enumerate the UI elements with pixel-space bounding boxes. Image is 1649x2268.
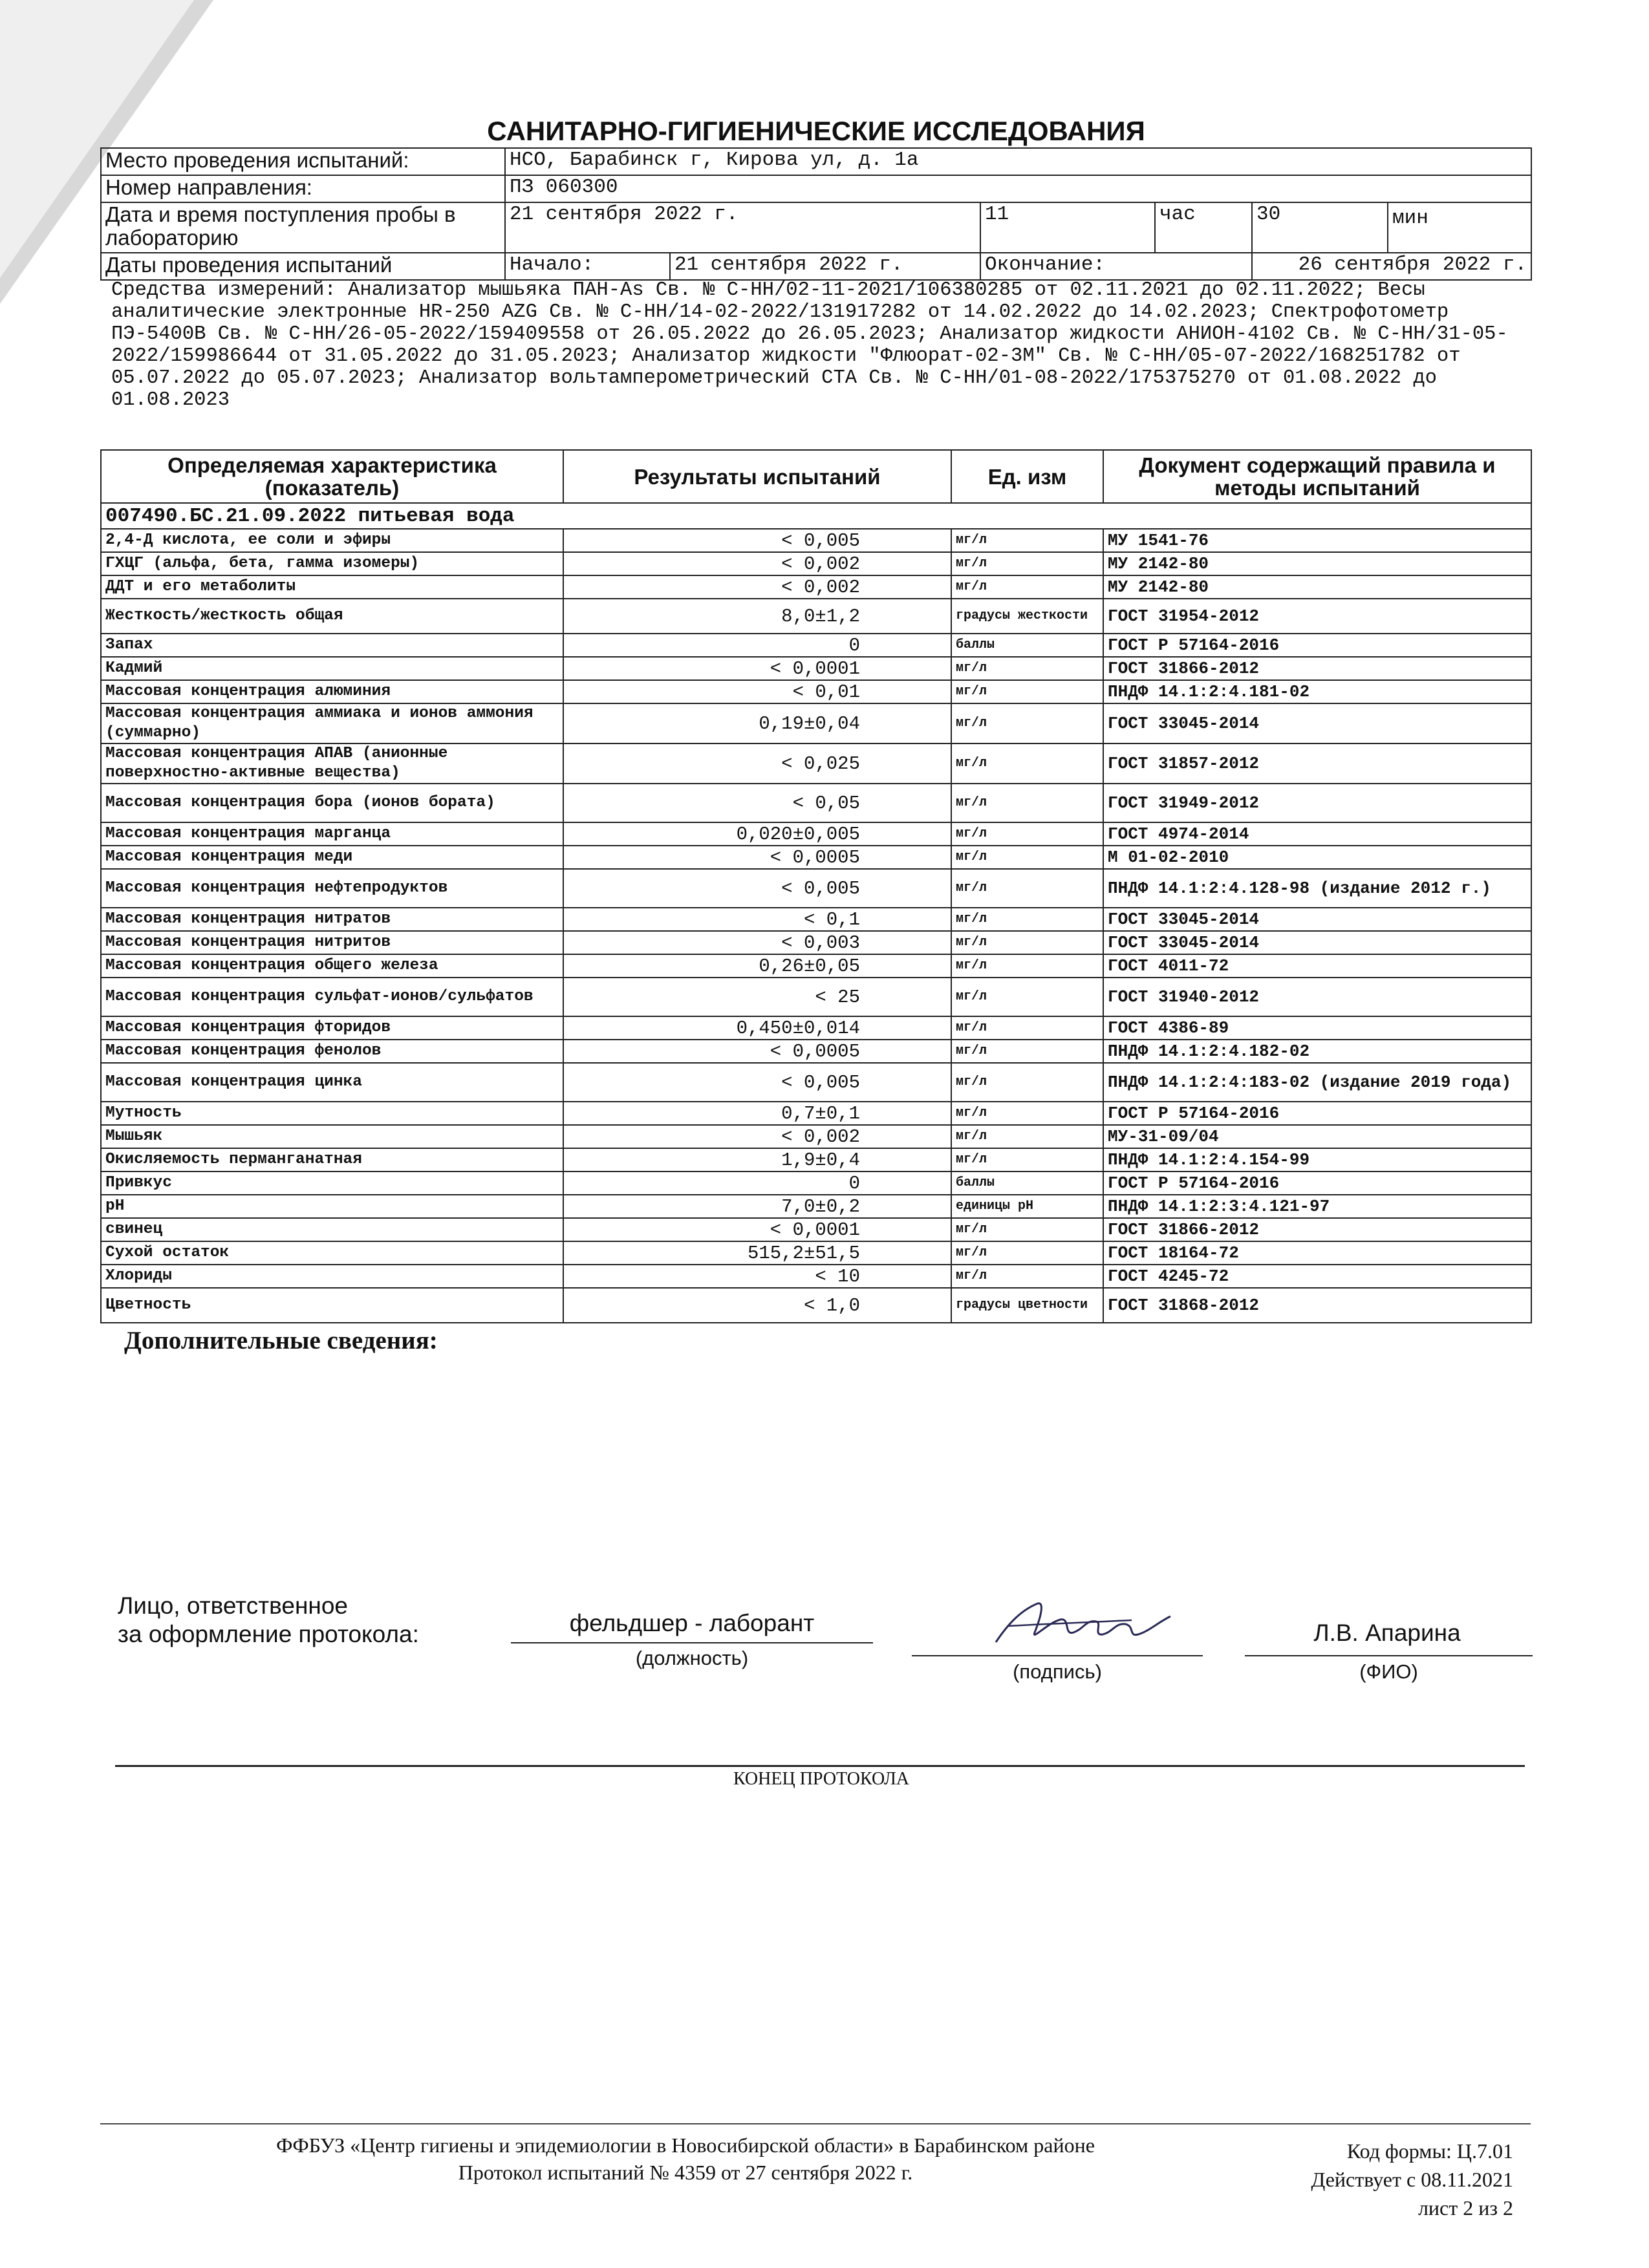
table-row <box>101 846 1531 869</box>
indicator-cell: Массовая концентрация нефтепродуктов <box>101 869 563 908</box>
col-header-document: Документ содержащий правила и методы испытаний <box>1103 450 1531 503</box>
instruments-text: Средства измерений: Анализатор мышьяка ПАН-As Св. № С-НН/02-11-2021/106380285 от 02.11.2021 до 02.11.2022; Весы аналитические электронные HR-250 AZG Св. № С-НН/14-02-2022/131917282 от 14.02.2022 до 14.02.2023; Спектрофотометр ПЭ-5400В Св. № С-НН/26-05-2022/159409558 от 26.05.2022 до 26.05.2023; Анализатор жидкости АНИОН-4102 Св. № С-НН/31-05-2022/159986644 от 31.05.2022 до 31.05.2023; Анализатор жидкости "Флюорат-02-3М" Св. № С-НН/05-07-2022/168251782 от 05.07.2022 до 05.07.2023; Анализатор вольтамперометрический СТА Св. № С-НН/01-08-2022/175375270 от 01.08.2022 до 01.08.2023 <box>111 279 1508 411</box>
result-cell: < 0,003 <box>563 931 951 954</box>
responsible-line2: за оформление протокола: <box>118 1621 419 1647</box>
start-date: 21 сентября 2022 г. <box>670 253 980 280</box>
result-cell: < 0,025 <box>563 744 951 784</box>
unit-cell: мг/л <box>951 575 1103 599</box>
result-cell: < 0,0005 <box>563 846 951 869</box>
indicator-cell: Массовая концентрация нитратов <box>101 908 563 931</box>
result-cell: < 0,0001 <box>563 1218 951 1241</box>
additional-info-label: Дополнительные сведения: <box>124 1327 438 1354</box>
unit-cell: мг/л <box>951 908 1103 931</box>
indicator-cell: Массовая концентрация цинка <box>101 1063 563 1102</box>
table-row <box>101 822 1531 846</box>
arrival-date: 21 сентября 2022 г. <box>505 202 980 253</box>
table-row <box>101 1102 1531 1125</box>
document-cell: ГОСТ 31866-2012 <box>1103 1218 1531 1241</box>
result-cell: 8,0±1,2 <box>563 599 951 634</box>
name-value: Л.В. Апарина <box>1313 1620 1461 1646</box>
indicator-cell: Массовая концентрация общего железа <box>101 954 563 978</box>
name-line <box>1245 1655 1533 1656</box>
indicator-cell: pH <box>101 1195 563 1218</box>
direction-value: ПЗ 060300 <box>505 175 1531 202</box>
document-cell: ПНДФ 14.1:2:4.181-02 <box>1103 680 1531 703</box>
table-row <box>101 1288 1531 1323</box>
footer-form-info <box>1209 2137 1513 2222</box>
document-cell: ГОСТ 31940-2012 <box>1103 978 1531 1016</box>
result-cell: < 0,002 <box>563 1125 951 1148</box>
result-cell: < 0,01 <box>563 680 951 703</box>
document-cell: ГОСТ 31866-2012 <box>1103 657 1531 680</box>
indicator-cell: Привкус <box>101 1171 563 1195</box>
document-cell: ГОСТ 31857-2012 <box>1103 744 1531 784</box>
document-cell: ГОСТ 31949-2012 <box>1103 784 1531 822</box>
indicator-cell: Мышьяк <box>101 1125 563 1148</box>
position-value: фельдшер - лаборант <box>569 1610 815 1636</box>
indicator-cell: Окисляемость перманганатная <box>101 1148 563 1171</box>
unit-cell: градусы жесткости <box>951 599 1103 634</box>
result-cell: < 0,05 <box>563 784 951 822</box>
end-label: Окончание: <box>980 253 1252 280</box>
document-cell: ПНДФ 14.1:2:4:183-02 (издание 2019 года) <box>1103 1063 1531 1102</box>
table-row <box>101 1148 1531 1171</box>
result-cell: 0 <box>563 634 951 657</box>
document-cell: МУ 1541-76 <box>1103 529 1531 552</box>
result-cell: 515,2±51,5 <box>563 1241 951 1265</box>
table-row <box>101 1265 1531 1288</box>
result-cell: 7,0±0,2 <box>563 1195 951 1218</box>
document-cell: ГОСТ 18164-72 <box>1103 1241 1531 1265</box>
result-cell: < 0,1 <box>563 908 951 931</box>
table-row <box>101 931 1531 954</box>
table-row <box>101 784 1531 822</box>
table-row <box>101 978 1531 1016</box>
results-table <box>100 449 1532 1323</box>
unit-cell: мг/л <box>951 869 1103 908</box>
arrival-label: Дата и время поступления пробы в лабораторию <box>101 202 505 253</box>
result-cell: 0,450±0,014 <box>563 1016 951 1040</box>
table-row <box>101 869 1531 908</box>
indicator-cell: Жесткость/жесткость общая <box>101 599 563 634</box>
start-label: Начало: <box>505 253 670 280</box>
unit-cell: мг/л <box>951 1016 1103 1040</box>
indicator-cell: Массовая концентрация сульфат-ионов/сульфатов <box>101 978 563 1016</box>
table-row <box>101 1016 1531 1040</box>
indicator-cell: Массовая концентрация марганца <box>101 822 563 846</box>
table-row <box>101 634 1531 657</box>
document-cell: ГОСТ 33045-2014 <box>1103 908 1531 931</box>
table-row <box>101 1040 1531 1063</box>
indicator-cell: Хлориды <box>101 1265 563 1288</box>
result-cell: 0,7±0,1 <box>563 1102 951 1125</box>
sample-row: 007490.БС.21.09.2022 питьевая вода <box>101 503 1531 529</box>
document-cell: ПНДФ 14.1:2:4.182-02 <box>1103 1040 1531 1063</box>
footer-divider <box>100 2123 1531 2124</box>
unit-cell: мг/л <box>951 822 1103 846</box>
col-header-indicator: Определяемая характеристика (показатель) <box>101 450 563 503</box>
table-row <box>101 703 1531 744</box>
table-row <box>101 552 1531 575</box>
footer-valid-from: Действует с 08.11.2021 <box>1311 2168 1513 2191</box>
arrival-hour: 11 <box>980 202 1155 253</box>
result-cell: < 0,002 <box>563 552 951 575</box>
footer-sheet: лист 2 из 2 <box>1417 2196 1513 2220</box>
indicator-cell: свинец <box>101 1218 563 1241</box>
result-cell: 0 <box>563 1171 951 1195</box>
min-label: мин <box>1388 202 1531 253</box>
direction-label: Номер направления: <box>101 175 505 202</box>
unit-cell: мг/л <box>951 1125 1103 1148</box>
document-cell: ГОСТ 31868-2012 <box>1103 1288 1531 1323</box>
unit-cell: мг/л <box>951 978 1103 1016</box>
table-row <box>101 1241 1531 1265</box>
end-divider <box>115 1765 1525 1767</box>
result-cell: < 25 <box>563 978 951 1016</box>
indicator-cell: Сухой остаток <box>101 1241 563 1265</box>
name-caption: (ФИО) <box>1359 1660 1418 1683</box>
unit-cell: градусы цветности <box>951 1288 1103 1323</box>
unit-cell: мг/л <box>951 1063 1103 1102</box>
indicator-cell: Массовая концентрация меди <box>101 846 563 869</box>
col-header-result: Результаты испытаний <box>563 450 951 503</box>
document-cell: М 01-02-2010 <box>1103 846 1531 869</box>
unit-cell: мг/л <box>951 846 1103 869</box>
unit-cell: мг/л <box>951 1102 1103 1125</box>
document-cell: МУ 2142-80 <box>1103 575 1531 599</box>
position-line <box>511 1642 873 1643</box>
document-cell: ПНДФ 14.1:2:4.154-99 <box>1103 1148 1531 1171</box>
place-label: Место проведения испытаний: <box>101 148 505 175</box>
indicator-cell: Массовая концентрация аммиака и ионов аммония (суммарно) <box>101 703 563 744</box>
unit-cell: мг/л <box>951 657 1103 680</box>
result-cell: 0,26±0,05 <box>563 954 951 978</box>
unit-cell: мг/л <box>951 703 1103 744</box>
table-row <box>101 657 1531 680</box>
document-cell: ГОСТ 4245-72 <box>1103 1265 1531 1288</box>
result-cell: < 10 <box>563 1265 951 1288</box>
handwritten-signature <box>983 1597 1190 1655</box>
result-cell: < 0,005 <box>563 1063 951 1102</box>
footer-org <box>181 2132 1190 2186</box>
unit-cell: мг/л <box>951 1265 1103 1288</box>
table-row <box>101 1195 1531 1218</box>
table-row <box>101 599 1531 634</box>
unit-cell: мг/л <box>951 1040 1103 1063</box>
test-dates-label: Даты проведения испытаний <box>101 253 505 280</box>
end-date: 26 сентября 2022 г. <box>1252 253 1531 280</box>
document-cell: ГОСТ 4974-2014 <box>1103 822 1531 846</box>
table-row <box>101 575 1531 599</box>
indicator-cell: Массовая концентрация бора (ионов бората) <box>101 784 563 822</box>
signature-caption: (подпись) <box>1013 1660 1102 1683</box>
document-cell: МУ 2142-80 <box>1103 552 1531 575</box>
document-cell: ГОСТ Р 57164-2016 <box>1103 634 1531 657</box>
place-value: НСО, Барабинск г, Кирова ул, д. 1а <box>505 148 1531 175</box>
unit-cell: мг/л <box>951 744 1103 784</box>
document-cell: ГОСТ Р 57164-2016 <box>1103 1171 1531 1195</box>
result-cell: 0,19±0,04 <box>563 703 951 744</box>
document-cell: ГОСТ 4386-89 <box>1103 1016 1531 1040</box>
document-cell: ГОСТ 33045-2014 <box>1103 703 1531 744</box>
table-row <box>101 1125 1531 1148</box>
document-cell: ПНДФ 14.1:2:3:4.121-97 <box>1103 1195 1531 1218</box>
result-cell: < 0,0001 <box>563 657 951 680</box>
document-cell: ГОСТ Р 57164-2016 <box>1103 1102 1531 1125</box>
indicator-cell: Мутность <box>101 1102 563 1125</box>
footer-org-name: ФФБУЗ «Центр гигиены и эпидемиологии в Новосибирской области» в Барабинском районе <box>276 2134 1095 2157</box>
footer-protocol: Протокол испытаний № 4359 от 27 сентября 2022 г. <box>458 2161 913 2184</box>
document-title: САНИТАРНО-ГИГИЕНИЧЕСКИЕ ИССЛЕДОВАНИЯ <box>101 115 1531 148</box>
indicator-cell: ГХЦГ (альфа, бета, гамма изомеры) <box>101 552 563 575</box>
table-row <box>101 680 1531 703</box>
unit-cell: мг/л <box>951 1241 1103 1265</box>
table-row <box>101 954 1531 978</box>
table-row <box>101 1218 1531 1241</box>
header-table <box>100 115 1532 281</box>
signature-line <box>912 1655 1203 1656</box>
document-cell: ГОСТ 31954-2012 <box>1103 599 1531 634</box>
indicator-cell: Массовая концентрация алюминия <box>101 680 563 703</box>
result-cell: 1,9±0,4 <box>563 1148 951 1171</box>
responsible-line1: Лицо, ответственное <box>118 1592 348 1619</box>
indicator-cell: Массовая концентрация АПАВ (анионные поверхностно-активные вещества) <box>101 744 563 784</box>
indicator-cell: Массовая концентрация фторидов <box>101 1016 563 1040</box>
indicator-cell: Массовая концентрация нитритов <box>101 931 563 954</box>
footer-form-code: Код формы: Ц.7.01 <box>1346 2139 1513 2163</box>
unit-cell: мг/л <box>951 680 1103 703</box>
indicator-cell: Запах <box>101 634 563 657</box>
indicator-cell: Цветность <box>101 1288 563 1323</box>
document-cell: ГОСТ 4011-72 <box>1103 954 1531 978</box>
unit-cell: мг/л <box>951 529 1103 552</box>
table-row <box>101 1063 1531 1102</box>
arrival-min: 30 <box>1252 202 1388 253</box>
document-cell: ГОСТ 33045-2014 <box>1103 931 1531 954</box>
unit-cell: баллы <box>951 634 1103 657</box>
col-header-unit: Ед. изм <box>951 450 1103 503</box>
result-cell: < 0,005 <box>563 869 951 908</box>
unit-cell: мг/л <box>951 931 1103 954</box>
indicator-cell: Массовая концентрация фенолов <box>101 1040 563 1063</box>
table-row <box>101 744 1531 784</box>
end-of-protocol: КОНЕЦ ПРОТОКОЛА <box>733 1769 910 1789</box>
unit-cell: мг/л <box>951 552 1103 575</box>
result-cell: < 0,002 <box>563 575 951 599</box>
indicator-cell: ДДТ и его метаболиты <box>101 575 563 599</box>
document-cell: МУ-31-09/04 <box>1103 1125 1531 1148</box>
unit-cell: мг/л <box>951 1148 1103 1171</box>
result-cell: < 0,0005 <box>563 1040 951 1063</box>
position-caption: (должность) <box>635 1647 749 1669</box>
document-cell: ПНДФ 14.1:2:4.128-98 (издание 2012 г.) <box>1103 869 1531 908</box>
table-row <box>101 1171 1531 1195</box>
table-row <box>101 529 1531 552</box>
table-row <box>101 908 1531 931</box>
indicator-cell: 2,4-Д кислота, ее соли и эфиры <box>101 529 563 552</box>
responsible-label <box>118 1592 419 1649</box>
unit-cell: мг/л <box>951 784 1103 822</box>
unit-cell: мг/л <box>951 954 1103 978</box>
indicator-cell: Кадмий <box>101 657 563 680</box>
unit-cell: единицы pH <box>951 1195 1103 1218</box>
hour-label: час <box>1155 202 1252 253</box>
result-cell: < 0,005 <box>563 529 951 552</box>
unit-cell: мг/л <box>951 1218 1103 1241</box>
result-cell: 0,020±0,005 <box>563 822 951 846</box>
result-cell: < 1,0 <box>563 1288 951 1323</box>
unit-cell: баллы <box>951 1171 1103 1195</box>
